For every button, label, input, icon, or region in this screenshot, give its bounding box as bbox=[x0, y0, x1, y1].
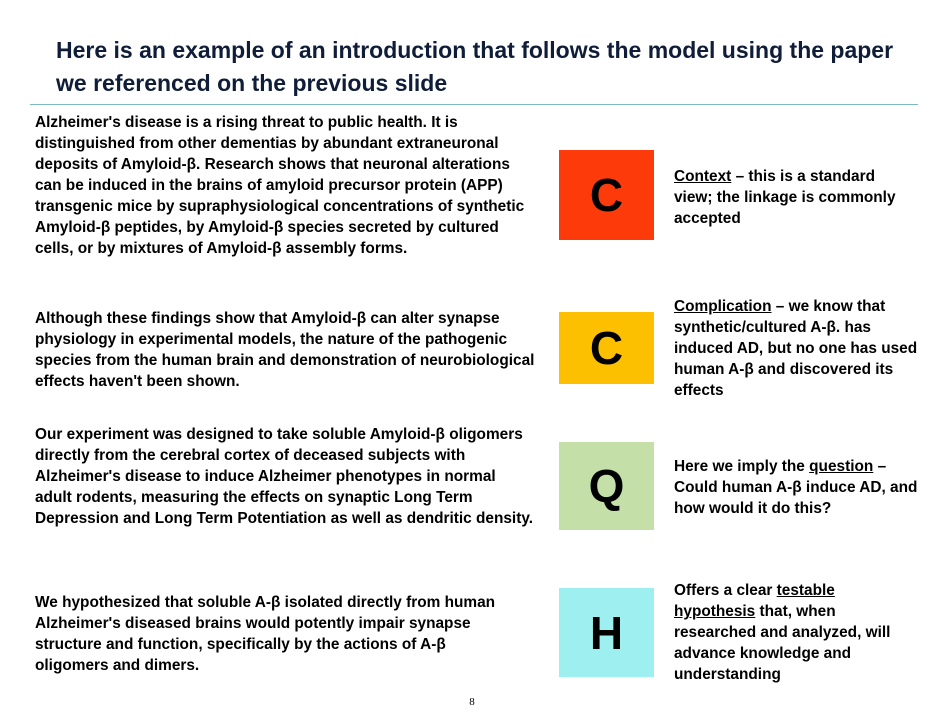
context-paragraph: Alzheimer's disease is a rising threat to public health. It is distinguished from other dementias by abundant extraneuronal deposits of Amyloid-β. Research shows that neuronal alterations can be induced in the brains of amyloid precursor protein (APP) transgenic mice by supraphysiological concentrations of synthetic Amyloid-β peptides, by Amyloid-β species secreted by cultured cells, or by mixtures of Amyloid-β assembly forms. bbox=[35, 114, 525, 257]
complication-paragraph: Although these findings show that Amyloid-β can alter synapse physiology in experimental models, the nature of the pathogenic species from the human brain and demonstration of neurobiological effects haven't been shown. bbox=[35, 310, 535, 390]
complication-note-post: – we know that synthetic/cultured A-β. has induced AD, but no one has used human A-β and discovered its effects bbox=[674, 298, 918, 399]
complication-box bbox=[559, 312, 654, 384]
hypothesis-note-post: that, when researched and analyzed, will advance knowledge and understanding bbox=[674, 603, 891, 683]
question-letter: Q bbox=[588, 460, 625, 512]
hypothesis-box bbox=[559, 588, 654, 677]
slide-title: Here is an example of an introduction that follows the model using the paper we referenced on the previous slide bbox=[56, 37, 894, 96]
complication-note bbox=[674, 296, 924, 401]
context-note-post: – this is a standard view; the linkage is commonly accepted bbox=[674, 168, 896, 227]
complication-letter: C bbox=[589, 322, 624, 374]
question-note bbox=[674, 456, 924, 519]
hypothesis-term: testable hypothesis bbox=[674, 582, 835, 620]
question-note-post: – Could human A-β induce AD, and how would it do this? bbox=[674, 458, 918, 517]
title-divider bbox=[30, 104, 918, 105]
question-note-pre: Here we imply the bbox=[674, 458, 810, 475]
context-box bbox=[559, 150, 654, 240]
hypothesis-letter: H bbox=[589, 606, 624, 659]
question-paragraph: Our experiment was designed to take soluble Amyloid-β oligomers directly from the cerebral cortex of deceased subjects with Alzheimer's disease to induce Alzheimer phenotypes in normal adult rodents, measuring the effects on synaptic Long Term Depression and Long Term Potentiation as well as dendritic density. bbox=[35, 426, 534, 527]
complication-term: Complication bbox=[674, 298, 772, 315]
hypothesis-paragraph: We hypothesized that soluble A-β isolated directly from human Alzheimer's diseased brains would potently impair synapse structure and function, specifically by the actions of A-β oligomers and dimers. bbox=[35, 594, 496, 674]
question-box bbox=[559, 442, 654, 530]
hypothesis-note-pre: Offers a clear bbox=[674, 582, 777, 599]
context-letter: C bbox=[589, 169, 624, 221]
question-term: question bbox=[809, 458, 874, 475]
hypothesis-note bbox=[674, 580, 914, 685]
context-term: Context bbox=[674, 168, 732, 185]
page-number: 8 bbox=[469, 696, 475, 708]
context-note bbox=[674, 166, 914, 229]
